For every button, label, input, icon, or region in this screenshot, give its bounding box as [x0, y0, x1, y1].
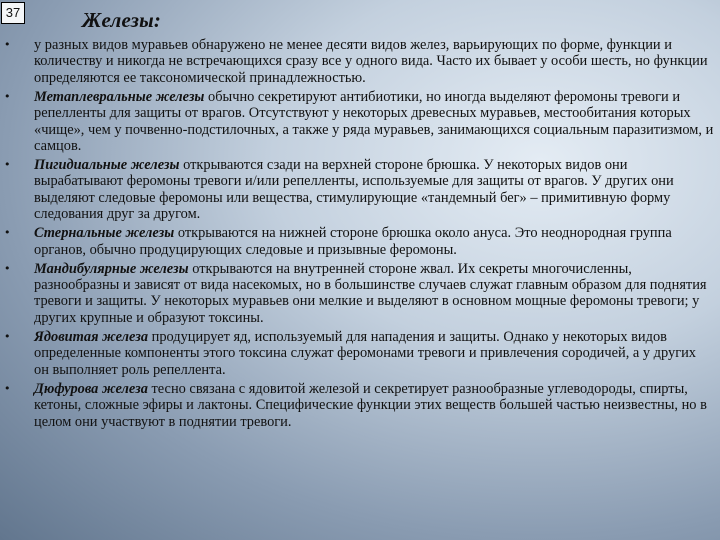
bullet-item-pygidial — [4, 157, 714, 223]
bullet-text: открываются на нижней стороне брюшка около ануса. Это неоднородная группа органов, обычно продуцирующих следовые и призывные феромоны. — [34, 225, 672, 258]
bullet-icon: • — [4, 226, 11, 240]
bullet-item-mandibular — [4, 261, 714, 327]
bullet-icon: • — [4, 329, 11, 343]
bullet-icon: • — [4, 261, 11, 275]
bullet-text: открываются сзади на верхней стороне брюшка. У некоторых видов они вырабатывают феромоны тревоги и/или репелленты, используемые для защиты от врагов. У других они выделяют следовые феромоны или вещества, стимулирующие «тандемный бег» – примитивную форму следования друг за другом. — [34, 157, 674, 223]
bullet-term: Метаплевральные железы — [34, 88, 205, 105]
bullet-text: обычно секретируют антибиотики, но иногда выделяют феромоны тревоги и репелленты для защиты от врагов. Отсутствуют у некоторых древесных муравьев, местообитания которых «чище», чем у почвенно-подстилочных, а также у ряда муравьев, занимающихся социальным паразитизмом, и самцов. — [34, 88, 714, 155]
bullet-text: тесно связана с ядовитой железой и секретирует разнообразные углеводороды, спирты, кетоны, сложные эфиры и лактоны. Специфические функции этих веществ большей частью неизвестны, но в целом они участвуют в поднятии тревоги. — [34, 380, 707, 430]
bullet-item-dufour — [4, 381, 714, 430]
bullet-item-venom — [4, 329, 714, 378]
bullet-term: Мандибулярные железы — [34, 260, 189, 277]
bullet-term: Ядовитая железа — [34, 328, 149, 345]
bullet-icon: • — [4, 381, 11, 395]
bullet-term: Дюфурова железа — [34, 380, 148, 397]
bullet-item-sternal — [4, 225, 714, 258]
bullet-text: у разных видов муравьев обнаружено не менее десяти видов желез, варьирующих по форме, функции и количеству и никогда не встречающихся сразу все у одного вида. Часто их бывает у особи шесть, но функции определяются ее таксономической принадлежностью. — [34, 37, 708, 86]
bullet-item-metapleural — [4, 89, 714, 155]
bullet-item-general — [4, 37, 714, 86]
bullet-icon: • — [4, 158, 11, 172]
bullet-icon: • — [4, 38, 11, 51]
bullet-text: открываются на внутренней стороне жвал. Их секреты многочисленны, разнообразны и зависят от вида насекомых, но в большинстве случаев служат главным образом для поднятия тревоги и защиты. У некоторых муравьев они мелкие и выделяют в основном мощные феромоны тревоги; у других крупные и образуют токсины. — [34, 260, 707, 326]
bullet-term: Пигидиальные железы — [34, 157, 180, 174]
slide-title: Железы: — [82, 8, 162, 32]
slide-number: 37 — [1, 2, 25, 24]
bullet-term: Стернальные железы — [34, 225, 175, 242]
bullet-list — [4, 37, 714, 433]
bullet-text: продуцирует яд, используемый для нападения и защиты. Однако у некоторых видов определенные компоненты этого токсина служат феромонами тревоги и привлечения сородичей, а у других он выполняет роль репеллента. — [34, 328, 697, 378]
bullet-icon: • — [4, 89, 11, 103]
